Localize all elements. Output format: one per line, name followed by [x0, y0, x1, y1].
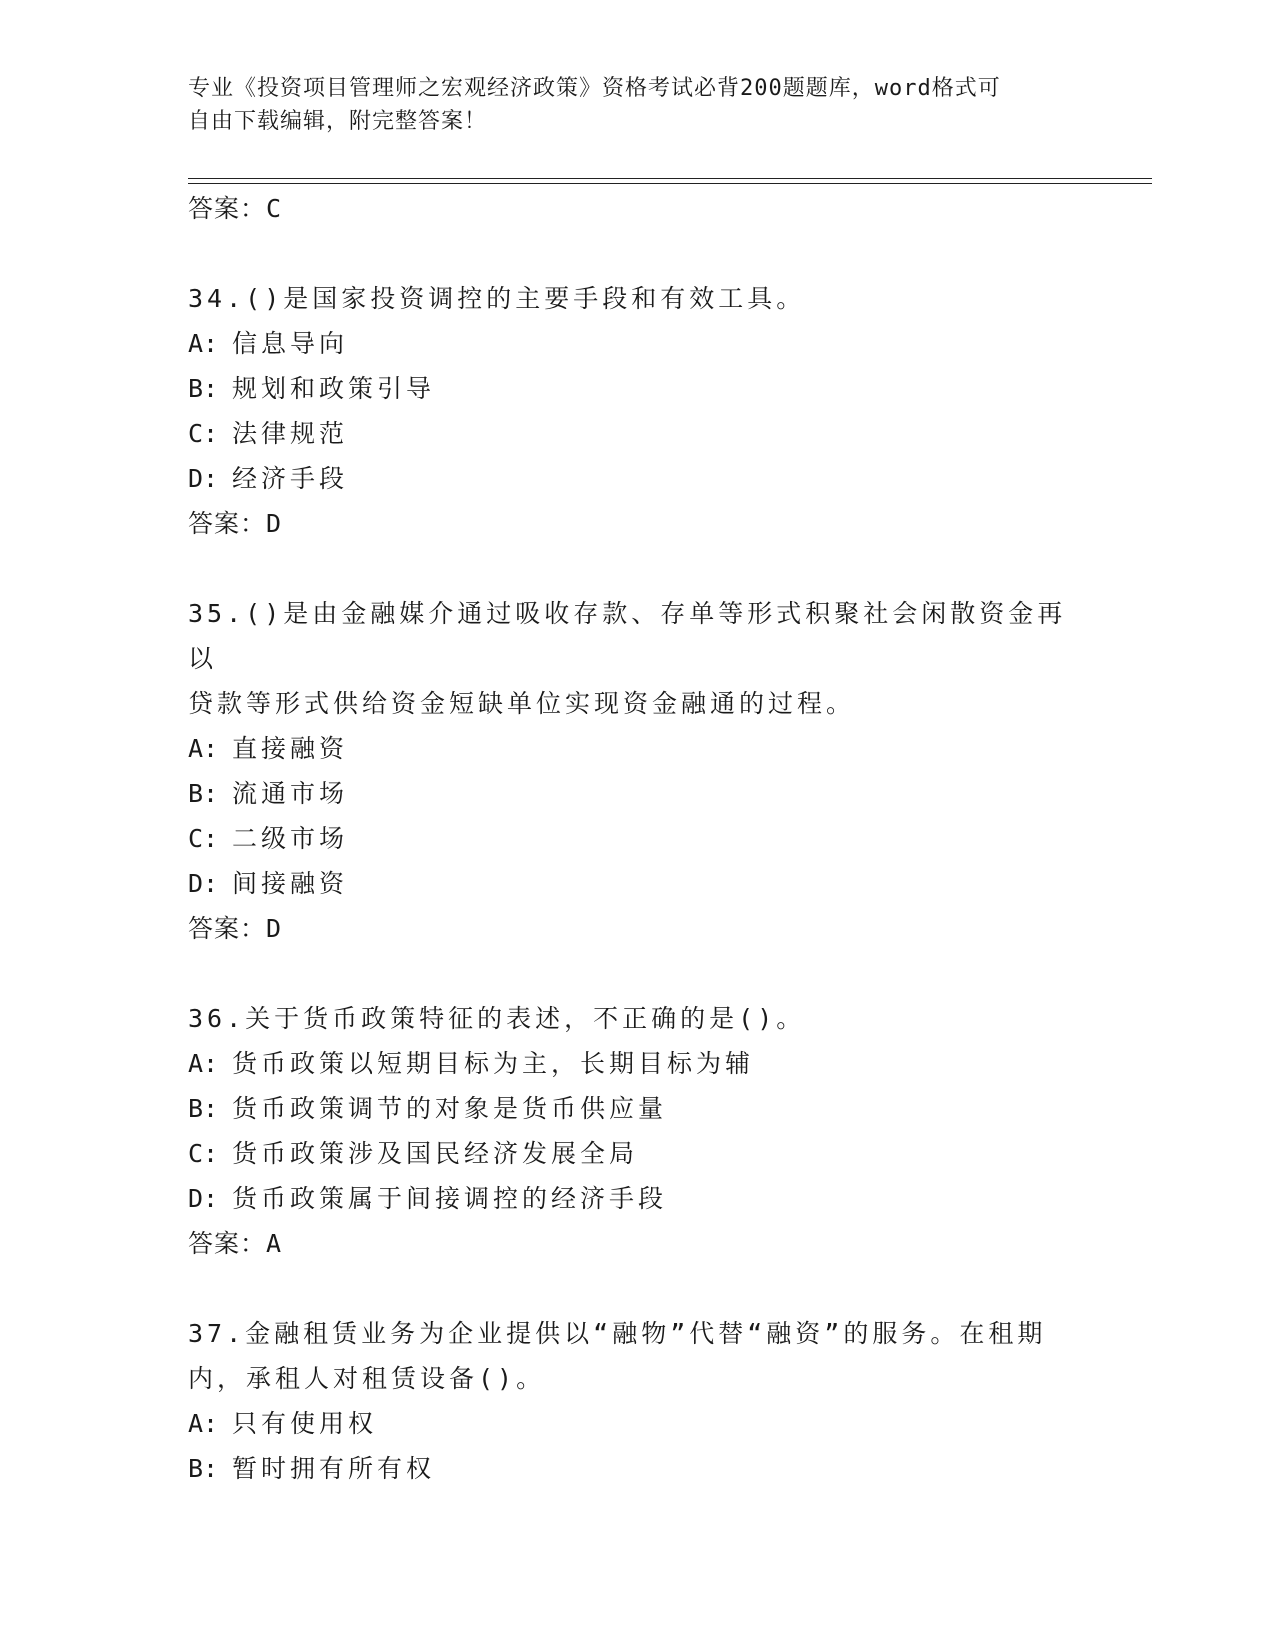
header-line-1: 专业《投资项目管理师之宏观经济政策》资格考试必背200题题库，word格式可 — [188, 76, 1001, 101]
option-text: 信息导向 — [232, 329, 349, 358]
option-c — [188, 1131, 1088, 1176]
option-letter: A: — [188, 1409, 219, 1438]
question-line: 35.()是由金融媒介通过吸收存款、存单等形式积聚社会闲散资金再以 — [188, 599, 1067, 673]
option-text: 法律规范 — [232, 419, 349, 448]
option-text: 二级市场 — [232, 824, 349, 853]
option-c — [188, 816, 1088, 861]
answer-value: D — [266, 509, 283, 538]
option-letter: C: — [188, 419, 219, 448]
header-rule-top — [188, 178, 1152, 179]
option-letter: B: — [188, 374, 219, 403]
question-35 — [188, 591, 1088, 952]
answer-label: 答案： — [188, 914, 267, 943]
answer-line — [188, 501, 1088, 547]
answer-line — [188, 906, 1088, 952]
option-b — [188, 1086, 1088, 1131]
document-header — [188, 72, 1068, 138]
header-line-2: 自由下载编辑，附完整答案！ — [188, 109, 488, 134]
question-line: 37.金融租赁业务为企业提供以“融物”代替“融资”的服务。在租期 — [188, 1319, 1047, 1348]
question-line: 内，承租人对租赁设备()。 — [188, 1364, 546, 1393]
question-text — [188, 276, 1068, 321]
option-b — [188, 1446, 1088, 1491]
option-letter: A: — [188, 1049, 219, 1078]
option-a — [188, 726, 1088, 771]
option-text: 经济手段 — [232, 464, 349, 493]
answer-label: 答案： — [188, 1229, 267, 1258]
option-text: 间接融资 — [232, 869, 349, 898]
option-letter: B: — [188, 779, 219, 808]
question-text — [188, 1311, 1068, 1401]
option-a — [188, 1041, 1088, 1086]
question-text — [188, 996, 1068, 1041]
option-a — [188, 1401, 1088, 1446]
question-line: 36.关于货币政策特征的表述，不正确的是()。 — [188, 1004, 806, 1033]
question-text — [188, 591, 1068, 726]
option-text: 货币政策属于间接调控的经济手段 — [232, 1184, 668, 1213]
question-list — [188, 186, 1088, 1491]
answer-value: D — [266, 914, 283, 943]
option-a — [188, 321, 1088, 366]
question-37 — [188, 1311, 1088, 1491]
option-text: 直接融资 — [232, 734, 349, 763]
option-d — [188, 1176, 1088, 1221]
answer-label: 答案： — [188, 194, 267, 223]
option-letter: D: — [188, 464, 219, 493]
header-rule-bottom — [188, 183, 1152, 184]
option-d — [188, 861, 1088, 906]
question-line: 34.()是国家投资调控的主要手段和有效工具。 — [188, 284, 806, 313]
answer-line — [188, 186, 1088, 232]
question-34 — [188, 276, 1088, 547]
option-letter: D: — [188, 1184, 219, 1213]
answer-value: A — [266, 1229, 283, 1258]
answer-label: 答案： — [188, 509, 267, 538]
answer-line — [188, 1221, 1088, 1267]
option-text: 流通市场 — [232, 779, 349, 808]
question-36 — [188, 996, 1088, 1267]
option-text: 货币政策调节的对象是货币供应量 — [232, 1094, 668, 1123]
option-letter: C: — [188, 1139, 219, 1168]
answer-value: C — [266, 194, 283, 223]
option-letter: D: — [188, 869, 219, 898]
option-c — [188, 411, 1088, 456]
option-b — [188, 366, 1088, 411]
option-letter: B: — [188, 1454, 219, 1483]
option-letter: A: — [188, 329, 219, 358]
option-text: 暂时拥有所有权 — [232, 1454, 436, 1483]
option-text: 规划和政策引导 — [232, 374, 436, 403]
option-letter: B: — [188, 1094, 219, 1123]
option-letter: C: — [188, 824, 219, 853]
option-d — [188, 456, 1088, 501]
question-line: 贷款等形式供给资金短缺单位实现资金融通的过程。 — [188, 689, 856, 718]
option-text: 货币政策涉及国民经济发展全局 — [232, 1139, 639, 1168]
option-text: 只有使用权 — [232, 1409, 378, 1438]
option-b — [188, 771, 1088, 816]
option-text: 货币政策以短期目标为主，长期目标为辅 — [232, 1049, 755, 1078]
option-letter: A: — [188, 734, 219, 763]
